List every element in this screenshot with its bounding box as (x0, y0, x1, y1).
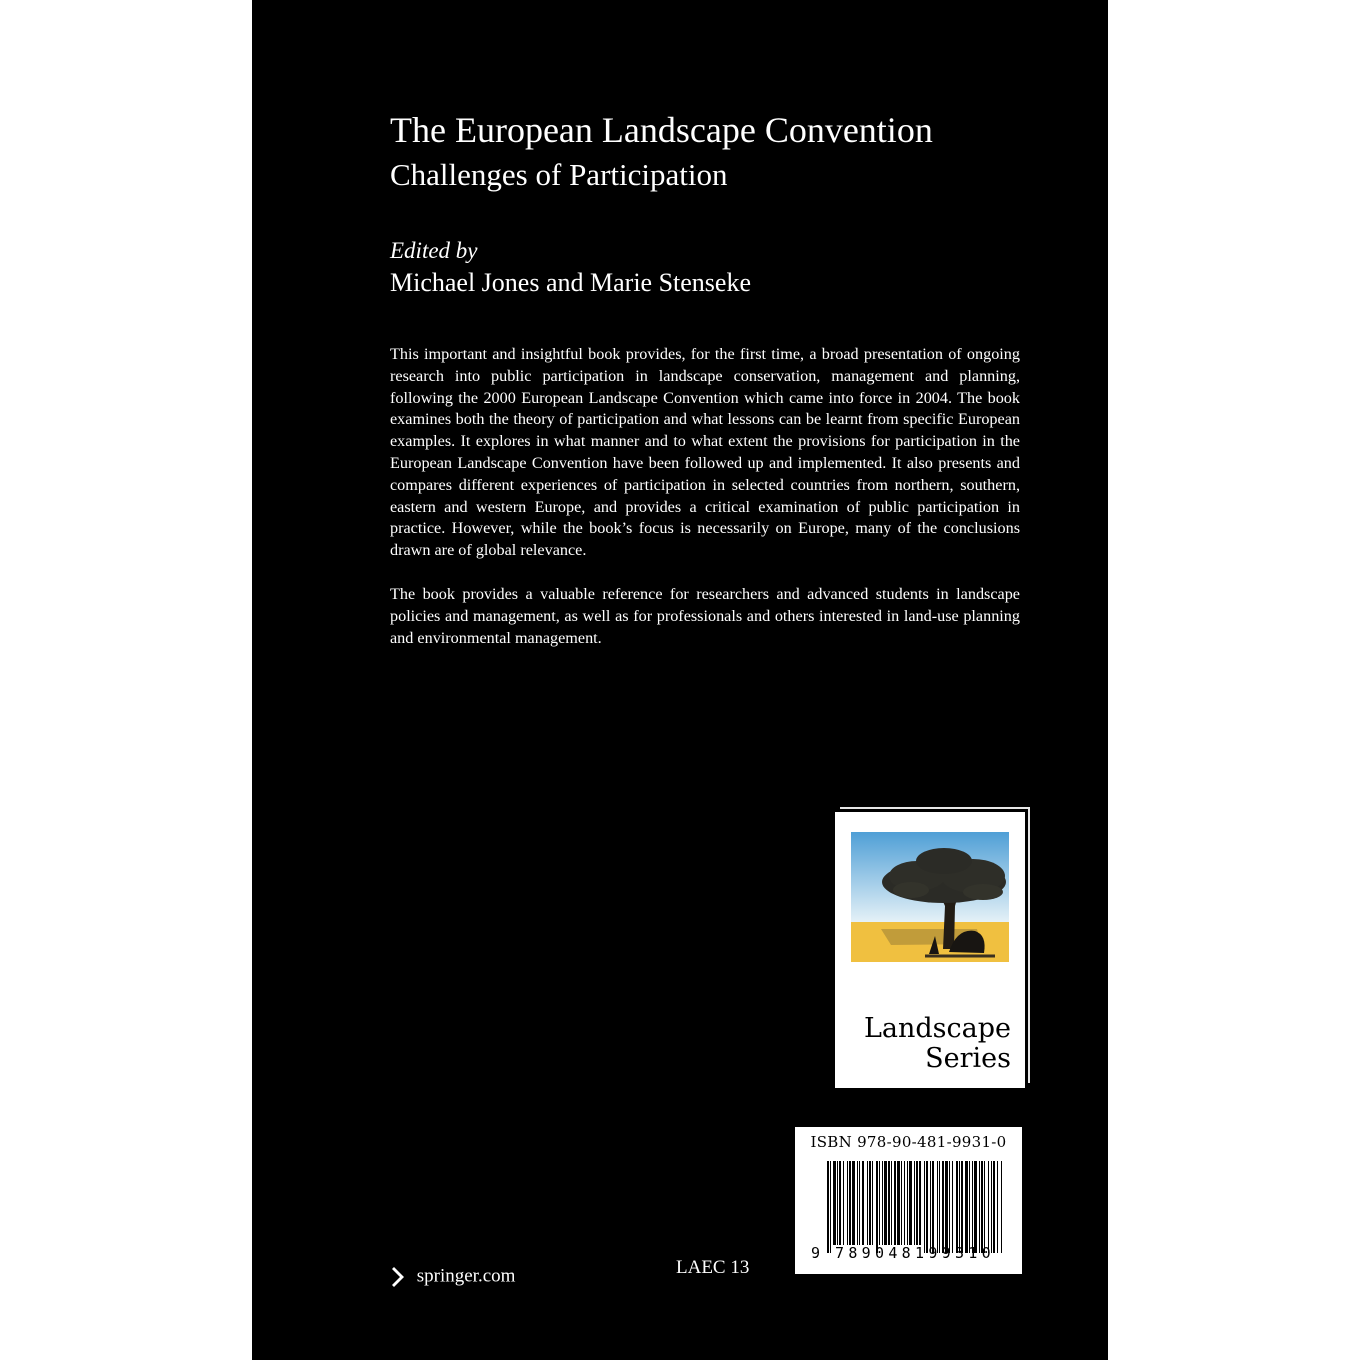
editor-names: Michael Jones and Marie Stenseke (390, 268, 752, 297)
book-subtitle: Challenges of Participation (390, 157, 728, 192)
series-name (864, 1014, 1011, 1074)
series-name-line: Series (925, 1043, 1011, 1074)
book-back-cover (252, 0, 1108, 1360)
series-name-line: Landscape (863, 1013, 1011, 1044)
barcode-digits: 789048199310 (835, 1244, 995, 1262)
blurb-paragraph: This important and insightful book provides, for the first time, a broad presentation of ongoing research into public participation in landscape conservation, management and planning, following the 2000 European Landscape Convention which came into force in 2004. The book examines both the theory of participation and what lessons can be learnt from specific European examples. It explores in what manner and to what extent the provisions for participation in the European Landscape Convention have been followed up and implemented. It also presents and compares different experiences of participation in selected countries from northern, southern, eastern and western Europe, and provides a critical examination of public participation in practice. However, while the book’s focus is necessarily on Europe, many of the conclusions drawn are of global relevance. (390, 345, 1020, 560)
barcode-icon (827, 1161, 1009, 1253)
isbn-number: ISBN 978-90-481-9931-0 (810, 1133, 1007, 1151)
barcode-digit-lead: 9 (811, 1244, 821, 1262)
publisher-url[interactable]: springer.com (416, 1265, 516, 1287)
publisher-link[interactable] (392, 1262, 515, 1290)
landscape-series-logo (835, 812, 1025, 1088)
series-code: LAEC 13 (676, 1257, 750, 1278)
edited-by-label: Edited by (390, 238, 478, 263)
chevron-right-icon (392, 1266, 406, 1288)
tree-landscape-image (851, 832, 1009, 962)
isbn-barcode-panel (795, 1127, 1022, 1274)
book-title: The European Landscape Convention (390, 110, 933, 150)
blurb-paragraph: The book provides a valuable reference for researchers and advanced students in landscape policies and management, as well as for professionals and others interested in land-use planning and environmental management. (390, 585, 1020, 647)
